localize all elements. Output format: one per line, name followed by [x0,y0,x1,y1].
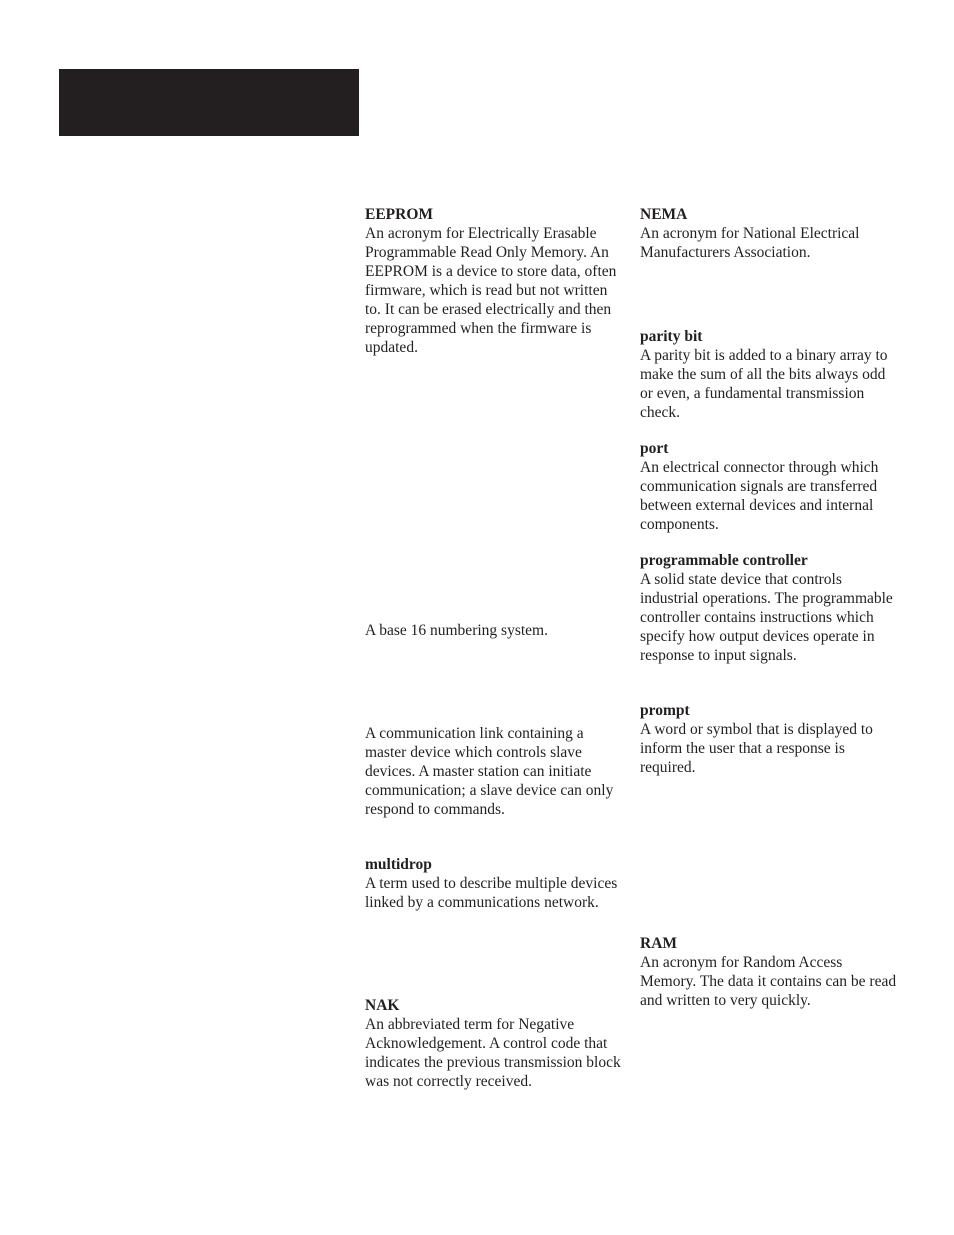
glossary-definition: An acronym for Electrically Erasable Programmable Read Only Memory. An EEPROM is a device to store data, often firmware, which is read but not written to. It can be erased electrically and then reprogrammed when the firmware is updated. [365,225,617,356]
glossary-definition: An acronym for National Electrical Manufacturers Association. [640,225,860,261]
glossary-definition: A solid state device that controls industrial operations. The programmable controller contains instructions which specify how output devices operate in response to input signals. [640,571,893,664]
glossary-definition: A word or symbol that is displayed to inform the user that a response is required. [640,721,873,776]
glossary-term: NAK [365,997,400,1014]
glossary-term: multidrop [365,856,432,873]
glossary-definition: An abbreviated term for Negative Acknowledgement. A control code that indicates the previous transmission block was not correctly received. [365,1016,621,1090]
glossary-definition: A base 16 numbering system. [365,622,548,639]
glossary-definition: A term used to describe multiple devices linked by a communications network. [365,875,618,911]
glossary-entry-nema [640,205,902,262]
glossary-entry-eeprom [365,205,627,357]
glossary-definition: An acronym for Random Access Memory. The data it contains can be read and written to very quickly. [640,954,897,1009]
glossary-entry-programmable-controller [640,551,902,665]
glossary-definition: A parity bit is added to a binary array to make the sum of all the bits always odd or even, a fundamental transmission check. [640,347,888,421]
glossary-entry-nak [365,996,627,1091]
glossary-entry-ram [640,934,902,1010]
glossary-term: parity bit [640,328,703,345]
glossary-entry-parity-bit [640,327,902,422]
glossary-definition: An electrical connector through which communication signals are transferred between external devices and internal components. [640,459,879,533]
glossary-term: port [640,440,669,457]
header-bar [59,69,359,136]
glossary-term: EEPROM [365,206,434,223]
glossary-definition: A communication link containing a master device which controls slave devices. A master station can initiate communication; a slave device can only respond to commands. [365,725,614,818]
glossary-entry-multidrop [365,855,627,912]
glossary-term: prompt [640,702,690,719]
glossary-entry-port [640,439,902,534]
glossary-entry-hexadecimal [365,621,627,640]
glossary-entry-master-slave [365,724,627,819]
glossary-term: RAM [640,935,678,952]
glossary-entry-prompt [640,701,902,777]
glossary-term: NEMA [640,206,688,223]
glossary-term: programmable controller [640,552,808,569]
